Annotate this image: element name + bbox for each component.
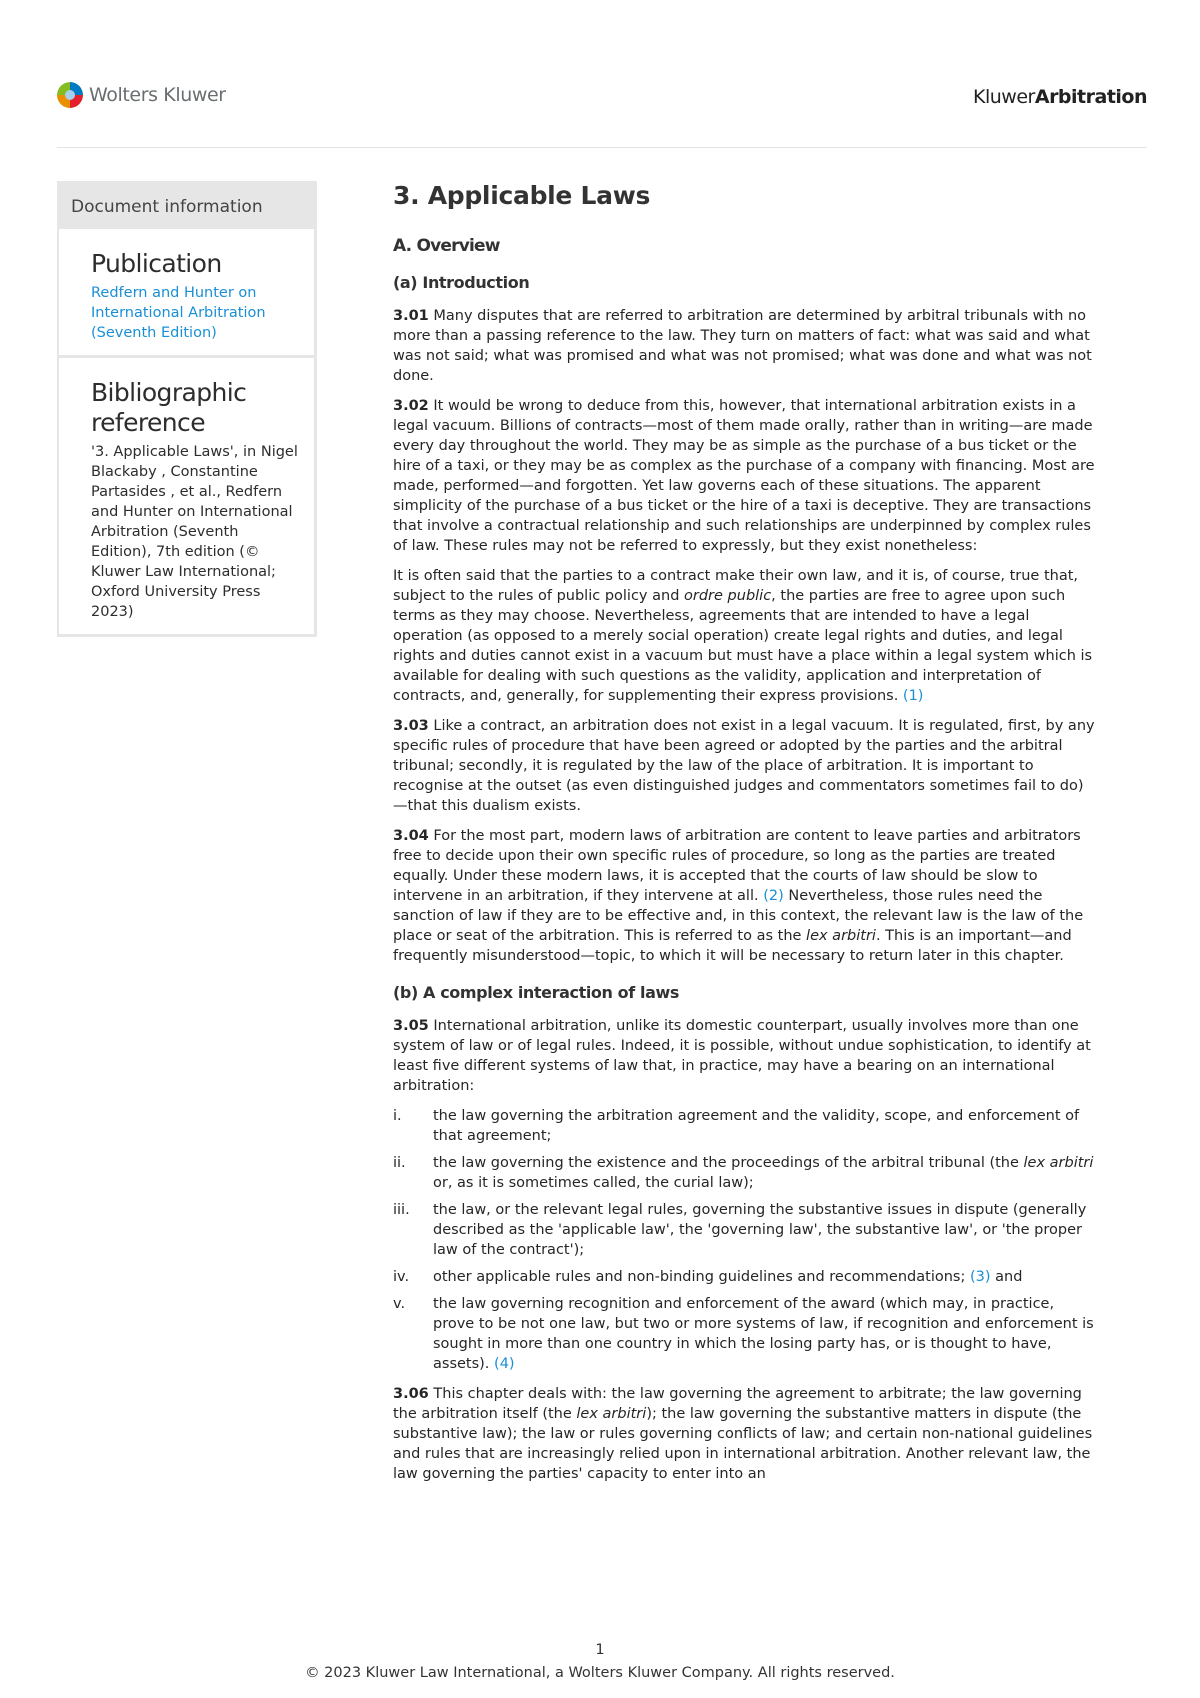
paragraph-text: For the most part, modern laws of arbitration are content to leave parties and arbitrators free to decide upon their own specific rules of procedure, so long as the parties are treated equally. Under these modern laws, it is accepted that the courts of law should be slow to intervene in an arbitration, if they intervene at all. [393, 828, 1081, 904]
copyright-notice: © 2023 Kluwer Law International, a Wolters Kluwer Company. All rights reserved. [305, 1665, 895, 1681]
paragraph-number: 3.04 [393, 828, 429, 844]
list-text [433, 1267, 1097, 1287]
brand-bold: Arbitration [1034, 86, 1147, 108]
paragraph-text: Many disputes that are referred to arbitration are determined by arbitral tribunals with no more than a passing reference to the law. They turn on matters of fact: what was said and what was not said; what was promised and what was not promised; what was done and what was not done. [393, 308, 1092, 384]
paragraph-text: Nevertheless, those rules need the sanction of law if they are to be effective and, in this context, the relevant law is the law of the place or seat of the arbitration. This is referred to as the [393, 888, 1084, 944]
paragraph-3-02 [393, 396, 1097, 556]
list-marker: iii. [393, 1202, 410, 1218]
list-item [393, 1106, 1097, 1146]
chapter-title: 3. Applicable Laws [393, 181, 651, 210]
document-info-panel [57, 181, 317, 637]
paragraph-number: 3.02 [393, 398, 429, 414]
paragraph-3-03 [393, 716, 1097, 816]
quote-text: It is often said that the parties to a contract make their own law, and it is, of course, true that, subject to the rules of public policy and [393, 568, 1079, 604]
list-marker: i. [393, 1108, 402, 1124]
document-info-heading: Document information [71, 197, 263, 217]
paragraph-number: 3.03 [393, 718, 429, 734]
publication-title: Publication [91, 249, 222, 278]
paragraph-text: ); the law governing the substantive matters in dispute (the substantive law); the law or rules governing conflicts of law; and certain non-national guidelines and rules that are increasingly relied upon in international arbitration. Another relevant law, the law governing the parties' capacity to enter into an [393, 1406, 1093, 1482]
logo-text: Wolters Kluwer [89, 84, 226, 106]
subsection-heading-b: (b) A complex interaction of laws [393, 983, 679, 1002]
list-text-part: and [990, 1269, 1023, 1285]
list-marker: iv. [393, 1269, 410, 1285]
paragraph-italic: lex arbitri [806, 928, 876, 944]
publication-link[interactable]: Redfern and Hunter on International Arbitration (Seventh Edition) [91, 285, 266, 341]
list-text: the law, or the relevant legal rules, governing the substantive issues in dispute (generally described as the 'applicable law', the 'governing law', the substantive law', or 'the proper law of the contract'); [433, 1202, 1087, 1258]
quote-text: , the parties are free to agree upon such terms as they may choose. Nevertheless, agreements that are intended to have a legal operation (as opposed to a merely social operation) create legal rights and duties, and legal rights and duties cannot exist in a vacuum but must have a place within a legal system which is available for dealing with such questions as the validity, application and interpretation of contracts, and, generally, for supplementing their express provisions. [393, 588, 1093, 704]
publication-box [59, 229, 314, 355]
paragraph-text: International arbitration, unlike its domestic counterpart, usually involves more than one system of law or of legal rules. Indeed, it is possible, without undue sophistication, to identify at least five different systems of law that, in practice, may have a bearing on an international arbitration: [393, 1018, 1091, 1094]
paragraph-3-01 [393, 306, 1097, 386]
list-text [433, 1153, 1097, 1193]
list-marker: ii. [393, 1155, 406, 1171]
list-marker: v. [393, 1296, 406, 1312]
list-item [393, 1200, 1097, 1260]
paragraph-italic: lex arbitri [576, 1406, 647, 1422]
list-text-part: the law governing recognition and enforcement of the award (which may, in practice, prove to be not one law, but two or more systems of law, if recognition and enforcement is sought in more than one country in which the losing party has, or is thought to have, assets). [433, 1296, 1094, 1372]
section-heading-a: A. Overview [393, 236, 500, 256]
paragraph-text: This chapter deals with: the law governing the agreement to arbitrate; the law governing the arbitration itself (the [393, 1386, 1082, 1422]
header-divider [57, 147, 1147, 148]
bibliographic-box [59, 358, 314, 634]
paragraph-text: . This is an important—and frequently misunderstood—topic, to which it will be necessary to return later in this chapter. [393, 928, 1072, 964]
paragraph-3-04 [393, 826, 1097, 966]
article-body [393, 176, 1097, 1494]
list-item [393, 1153, 1097, 1193]
paragraph-number: 3.06 [393, 1386, 429, 1402]
list-italic: lex arbitri [1023, 1155, 1094, 1171]
footnote-link[interactable]: (2) [763, 888, 784, 904]
paragraph-3-05 [393, 1016, 1097, 1096]
brand-light: Kluwer [973, 86, 1035, 108]
footnote-link[interactable]: (4) [494, 1356, 515, 1372]
page-header [57, 82, 1147, 122]
block-quote [393, 566, 1097, 706]
paragraph-text: Like a contract, an arbitration does not exist in a legal vacuum. It is regulated, first, by any specific rules of procedure that have been agreed or adopted by the parties and the arbitral tribunal; secondly, it is regulated by the law of the place of arbitration. It is important to recognise at the outset (as even distinguished judges and commentators sometimes fail to do)—that this dualism exists. [393, 718, 1095, 814]
list-text-part: other applicable rules and non-binding guidelines and recommendations; [433, 1269, 966, 1285]
wolters-kluwer-logo[interactable] [57, 82, 226, 108]
page-number: 1 [595, 1642, 605, 1658]
list-item [393, 1267, 1097, 1287]
paragraph-3-06 [393, 1384, 1097, 1484]
list-text-part: the law governing the existence and the proceedings of the arbitral tribunal (the [433, 1155, 1024, 1171]
kluwer-arbitration-brand[interactable] [973, 86, 1147, 108]
quote-italic: ordre public [684, 588, 772, 604]
list-text [433, 1294, 1097, 1374]
paragraph-number: 3.01 [393, 308, 429, 324]
bibliographic-text: '3. Applicable Laws', in Nigel Blackaby , Constantine Partasides , et al., Redfern and Hunter on International Arbitration (Seventh Edition), 7th edition (© Kluwer Law International; Oxford University Press 2023) [91, 444, 298, 620]
footnote-link[interactable]: (3) [969, 1269, 991, 1285]
list-text-part: or, as it is sometimes called, the curial law); [433, 1175, 754, 1191]
subsection-heading-a: (a) Introduction [393, 273, 530, 292]
systems-of-law-list [393, 1106, 1097, 1374]
list-text: the law governing the arbitration agreement and the validity, scope, and enforcement of that agreement; [433, 1108, 1080, 1144]
list-item [393, 1294, 1097, 1374]
paragraph-number: 3.05 [393, 1018, 429, 1034]
wolters-kluwer-logo-icon [57, 82, 83, 108]
footnote-link[interactable]: (1) [902, 688, 924, 704]
bibliographic-title: Bibliographic reference [91, 378, 247, 437]
paragraph-text: It would be wrong to deduce from this, however, that international arbitration exists in a legal vacuum. Billions of contracts—most of them made orally, rather than in writing—are made every day throughout the world. They may be as simple as the purchase of a bus ticket or the hire of a taxi, or they may be as complex as the purchase of a company with financing. Most are made, performed—and forgotten. Yet law governs each of these situations. The apparent simplicity of the purchase of a bus ticket or the hire of a taxi is deceptive. They are transactions that involve a contractual relationship and such relationships are underpinned by complex rules of law. These rules may not be referred to expressly, but they exist nonetheless: [393, 398, 1095, 554]
